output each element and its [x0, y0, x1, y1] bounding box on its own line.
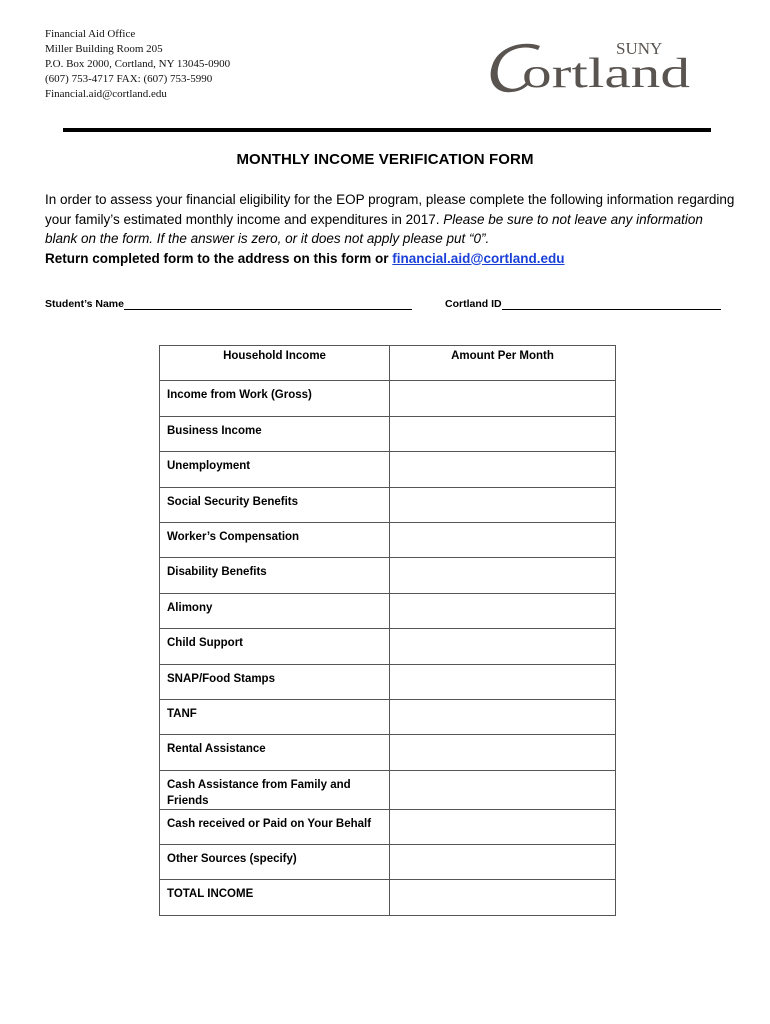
table-header-row	[160, 346, 616, 381]
office-name: Financial Aid Office	[45, 28, 136, 40]
instructions-paragraph	[45, 190, 735, 268]
amount-cell[interactable]	[390, 416, 616, 451]
table-row	[160, 699, 616, 734]
instructions-italic-text: Please be sure to not leave any information blank on the form. If the answer is zero, or it does not apply please put “0”.	[45, 211, 703, 246]
cortland-id-blank[interactable]	[502, 298, 721, 310]
office-room: Miller Building Room 205	[45, 43, 163, 55]
student-name-label: Student’s Name	[45, 298, 124, 310]
table-row	[160, 522, 616, 557]
amount-per-month-header: Amount Per Month	[390, 346, 616, 381]
household-income-header: Household Income	[160, 346, 390, 381]
logo-suny-text: SUNY	[616, 39, 663, 58]
table-row	[160, 381, 616, 416]
table-row	[160, 487, 616, 522]
amount-cell[interactable]	[390, 487, 616, 522]
office-address-block	[45, 27, 230, 102]
amount-cell[interactable]	[390, 593, 616, 628]
header-divider	[63, 128, 711, 132]
income-row-label: Worker’s Compensation	[160, 522, 390, 557]
income-row-label: Business Income	[160, 416, 390, 451]
table-row	[160, 558, 616, 593]
total-income-label: TOTAL INCOME	[160, 880, 390, 915]
amount-cell[interactable]	[390, 381, 616, 416]
income-row-label: SNAP/Food Stamps	[160, 664, 390, 699]
amount-cell[interactable]	[390, 845, 616, 880]
table-row	[160, 452, 616, 487]
table-row	[160, 880, 616, 915]
amount-cell[interactable]	[390, 664, 616, 699]
income-row-label: Social Security Benefits	[160, 487, 390, 522]
table-row	[160, 416, 616, 451]
financial-aid-email-link[interactable]: financial.aid@cortland.edu	[392, 250, 565, 266]
student-name-field[interactable]	[45, 298, 412, 310]
suny-cortland-logo	[484, 36, 694, 98]
table-row	[160, 735, 616, 770]
income-row-label: Alimony	[160, 593, 390, 628]
household-income-table	[159, 345, 616, 916]
office-phone-fax: (607) 753-4717 FAX: (607) 753-5990	[45, 73, 213, 85]
income-row-label: Rental Assistance	[160, 735, 390, 770]
student-name-blank[interactable]	[124, 298, 412, 310]
income-row-label: Unemployment	[160, 452, 390, 487]
income-row-label: TANF	[160, 699, 390, 734]
income-row-label: Cash received or Paid on Your Behalf	[160, 809, 390, 844]
amount-cell[interactable]	[390, 522, 616, 557]
income-row-label: Cash Assistance from Family and Friends	[160, 770, 390, 809]
table-row	[160, 593, 616, 628]
table-row	[160, 809, 616, 844]
form-title: MONTHLY INCOME VERIFICATION FORM	[236, 151, 534, 168]
table-row	[160, 845, 616, 880]
amount-cell[interactable]	[390, 629, 616, 664]
office-email: Financial.aid@cortland.edu	[45, 88, 167, 100]
total-amount-cell[interactable]	[390, 880, 616, 915]
amount-cell[interactable]	[390, 699, 616, 734]
amount-cell[interactable]	[390, 809, 616, 844]
logo-ortland-text: ortland	[522, 51, 690, 97]
office-po-box: P.O. Box 2000, Cortland, NY 13045-0900	[45, 58, 231, 70]
amount-cell[interactable]	[390, 452, 616, 487]
cortland-id-label: Cortland ID	[445, 298, 502, 310]
income-row-label: Disability Benefits	[160, 558, 390, 593]
table-row	[160, 770, 616, 809]
income-row-label: Other Sources (specify)	[160, 845, 390, 880]
amount-cell[interactable]	[390, 770, 616, 809]
instructions-text: In order to assess your financial eligibility for the EOP program, please complete the following information regarding your family’s estimated monthly income and expenditures in 2017.	[45, 192, 735, 227]
table-row	[160, 629, 616, 664]
table-row	[160, 664, 616, 699]
return-instructions: Return completed form to the address on this form or	[45, 250, 393, 266]
income-row-label: Income from Work (Gross)	[160, 381, 390, 416]
income-row-label: Child Support	[160, 629, 390, 664]
cortland-id-field[interactable]	[445, 298, 721, 310]
amount-cell[interactable]	[390, 558, 616, 593]
amount-cell[interactable]	[390, 735, 616, 770]
